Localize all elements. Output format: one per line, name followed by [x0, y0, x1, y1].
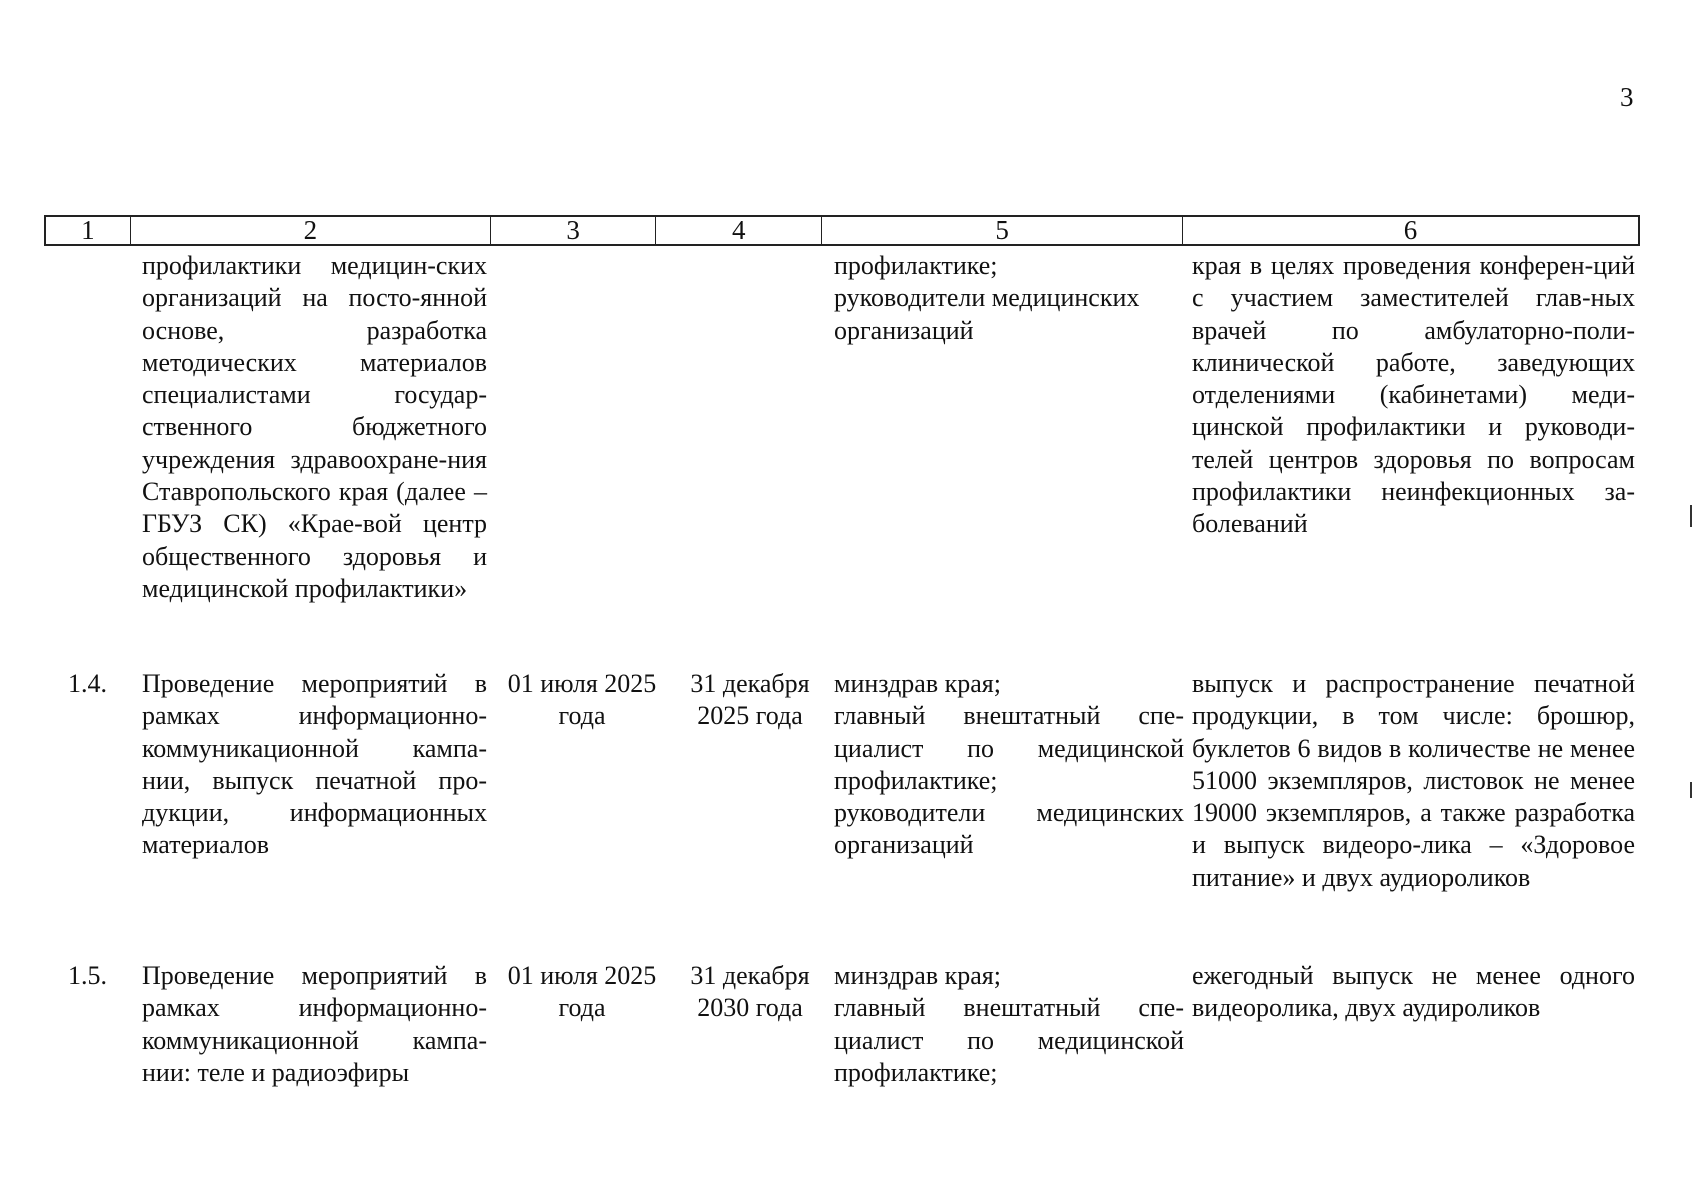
header-col-2: 2 [131, 217, 491, 244]
scan-mark [1690, 782, 1692, 798]
scan-mark [1690, 505, 1692, 527]
header-col-5: 5 [822, 217, 1183, 244]
responsible-parties: минздрав края; главный внештатный спе-циалист по медицинской профилактике; руководители медицинских организаций [834, 669, 1184, 860]
event-description: Проведение мероприятий в рамках информационно-коммуникационной кампа-нии, выпуск печатной про-дукции, информационных материалов [142, 669, 487, 860]
row-number: 1.5. [68, 961, 107, 990]
start-date: 01 июля 2025 года [507, 961, 657, 1023]
table-header-row [44, 215, 1640, 246]
header-col-3: 3 [491, 217, 657, 244]
start-date: 01 июля 2025 года [507, 669, 657, 731]
responsible-parties: минздрав края; главный внештатный спе-циалист по медицинской профилактике; [834, 961, 1184, 1087]
end-date: 31 декабря 2025 года [690, 669, 810, 731]
page-number: 3 [1620, 82, 1634, 112]
header-col-4: 4 [656, 217, 822, 244]
expected-result: края в целях проведения конферен-ций с участием заместителей глав-ных врачей по амбулаторно-поли-клинической работе, заведующих отделениями (кабинетами) меди-цинской профилактики и руководи-телей центров здоровья по вопросам профилактики неинфекционных за-болеваний [1192, 251, 1635, 539]
expected-result: ежегодный выпуск не менее одного видеоролика, двух аудироликов [1192, 961, 1635, 1023]
event-description: профилактики медицин-ских организаций на посто-янной основе, разработка методических материалов специалистами государ-ственного бюджетного учреждения здравоохране-ния Ставропольского края (далее – ГБУЗ СК) «Крае-вой центр общественного здоровья и медицинской профилактики» [142, 251, 487, 603]
event-description: Проведение мероприятий в рамках информационно-коммуникационной кампа-нии: теле и радиоэфиры [142, 961, 487, 1087]
header-col-6: 6 [1403, 215, 1418, 245]
row-number: 1.4. [68, 669, 107, 698]
expected-result: выпуск и распространение печатной продукции, в том числе: брошюр, буклетов 6 видов в количестве не менее 51000 экземпляров, листовок не менее 19000 экземпляров, а также разработка и выпуск видеоро-лика – «Здоровое питание» и двух аудиороликов [1192, 669, 1635, 892]
responsible-parties: профилактике; руководители медицинских организаций [834, 251, 1140, 345]
header-col-1: 1 [46, 217, 131, 244]
end-date: 31 декабря 2030 года [690, 961, 810, 1023]
